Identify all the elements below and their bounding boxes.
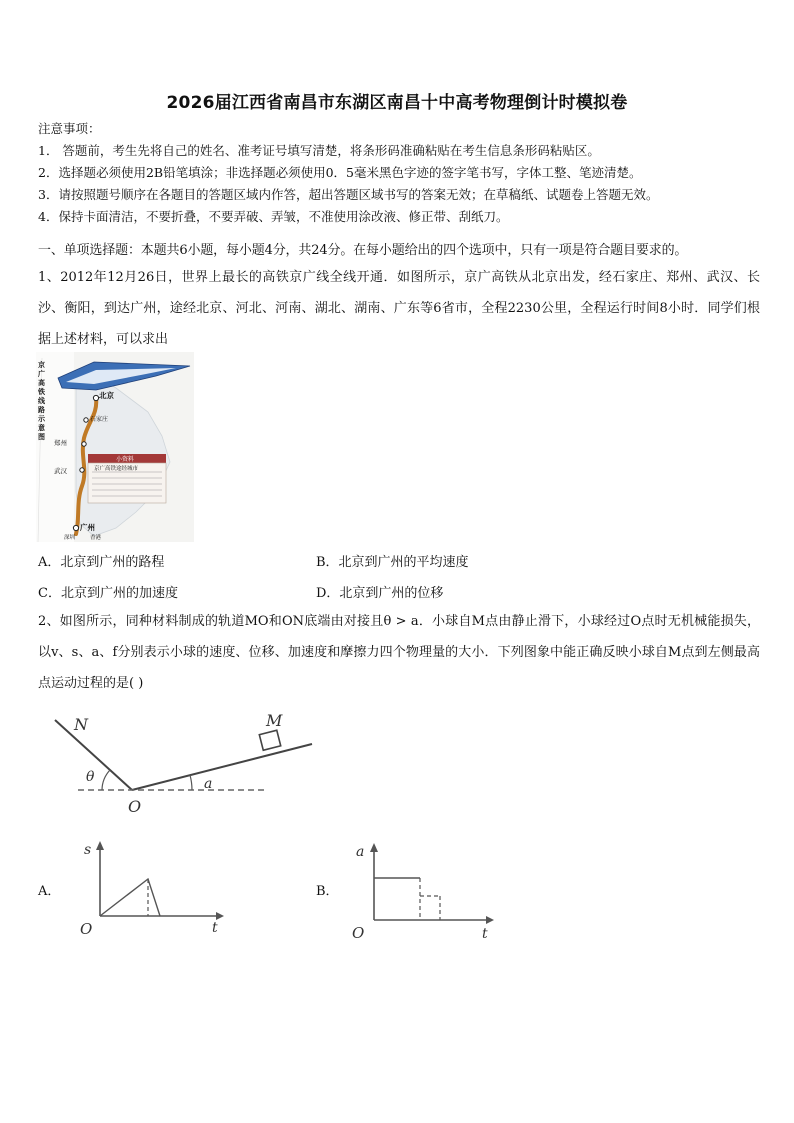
section-heading: 一、单项选择题：本题共6小题，每小题4分，共24分。在每小题给出的四个选项中，只有一项是符合题目要求的。 — [38, 243, 688, 258]
notice-heading: 注意事项： — [38, 121, 101, 136]
graph-b-origin-label: O — [352, 924, 365, 940]
label-theta: θ — [86, 769, 95, 785]
map-side-title: 京广高铁线路示意图 — [38, 360, 45, 441]
q2-stem: 2、如图所示，同种材料制成的轨道MO和ON底端由对接且θ > a．小球自M点由静止滑下，小球经过O点时无机械能损失，以v、s、a、f分别表示小球的速度、位移、加速度和摩擦力四个物理量的大小．下列图象中能正确反映小球自M点到左侧最高点运动过程的是( ) — [38, 614, 760, 691]
notice-item-1: 1． 答题前，考生先将自己的姓名、准考证号填写清楚，将条形码准确粘贴在考生信息条形码粘贴区。 — [38, 143, 600, 158]
map-city-zhengzhou: 郑州 — [54, 439, 67, 447]
label-alpha: a — [204, 776, 213, 792]
q1-option-c: C．北京到广州的加速度 — [38, 586, 178, 601]
label-o: O — [128, 797, 142, 816]
notice-item-4: 4．保持卡面清洁，不要折叠，不要弄破、弄皱，不准使用涂改液、修正带、刮纸刀。 — [38, 209, 509, 224]
map-legend-title: 小资料 — [116, 456, 135, 463]
map-city-guangzhou: 广州 — [80, 523, 95, 532]
q1-option-b: B．北京到广州的平均速度 — [316, 555, 469, 570]
q2-option-b-graph — [348, 838, 498, 940]
q2-option-b-label: B． — [316, 884, 339, 899]
map-city-wuhan: 武汉 — [54, 467, 67, 475]
graph-b-y-label: a — [356, 844, 365, 860]
map-city-hongkong: 香港 — [90, 535, 102, 541]
q1-stem: 1、2012年12月26日，世界上最长的高铁京广线全线开通．如图所示，京广高铁从北京出发，经石家庄、郑州、武汉、长沙、衡阳，到达广州，途经北京、河北、河南、湖北、湖南、广东等6省市，全程2230公里，全程运行时间8小时．同学们根据上述材料，可以求出 — [38, 270, 760, 347]
map-city-shenzhen: 深圳 — [64, 535, 76, 541]
graph-a-x-label: t — [212, 920, 218, 936]
map-city-shijiazhuang: 石家庄 — [90, 416, 109, 423]
incline-figure — [40, 708, 330, 820]
graph-a-origin-label: O — [80, 920, 93, 938]
notice-item-3: 3．请按照题号顺序在各题目的答题区域内作答，超出答题区域书写的答案无效；在草稿纸、试题卷上答题无效。 — [38, 187, 659, 202]
graph-b-x-label: t — [482, 926, 488, 940]
q1-option-d: D．北京到广州的位移 — [316, 586, 444, 601]
map-city-beijing: 北京 — [99, 391, 114, 400]
label-m: M — [266, 711, 283, 730]
label-n: N — [74, 715, 88, 734]
graph-a-y-label: s — [84, 842, 92, 858]
notice-item-2: 2．选择题必须使用2B铅笔填涂；非选择题必须使用0．5毫米黑色字迹的签字笔书写，字体工整、笔迹清楚。 — [38, 165, 642, 180]
q1-option-a: A．北京到广州的路程 — [38, 555, 165, 570]
rail-map-figure — [36, 352, 194, 542]
q2-option-a-graph — [76, 838, 226, 938]
page-title: 2026届江西省南昌市东湖区南昌十中高考物理倒计时模拟卷 — [166, 93, 628, 113]
map-legend-subtitle: 京广高铁途经城市 — [94, 466, 139, 472]
q2-option-a-label: A． — [38, 884, 61, 899]
